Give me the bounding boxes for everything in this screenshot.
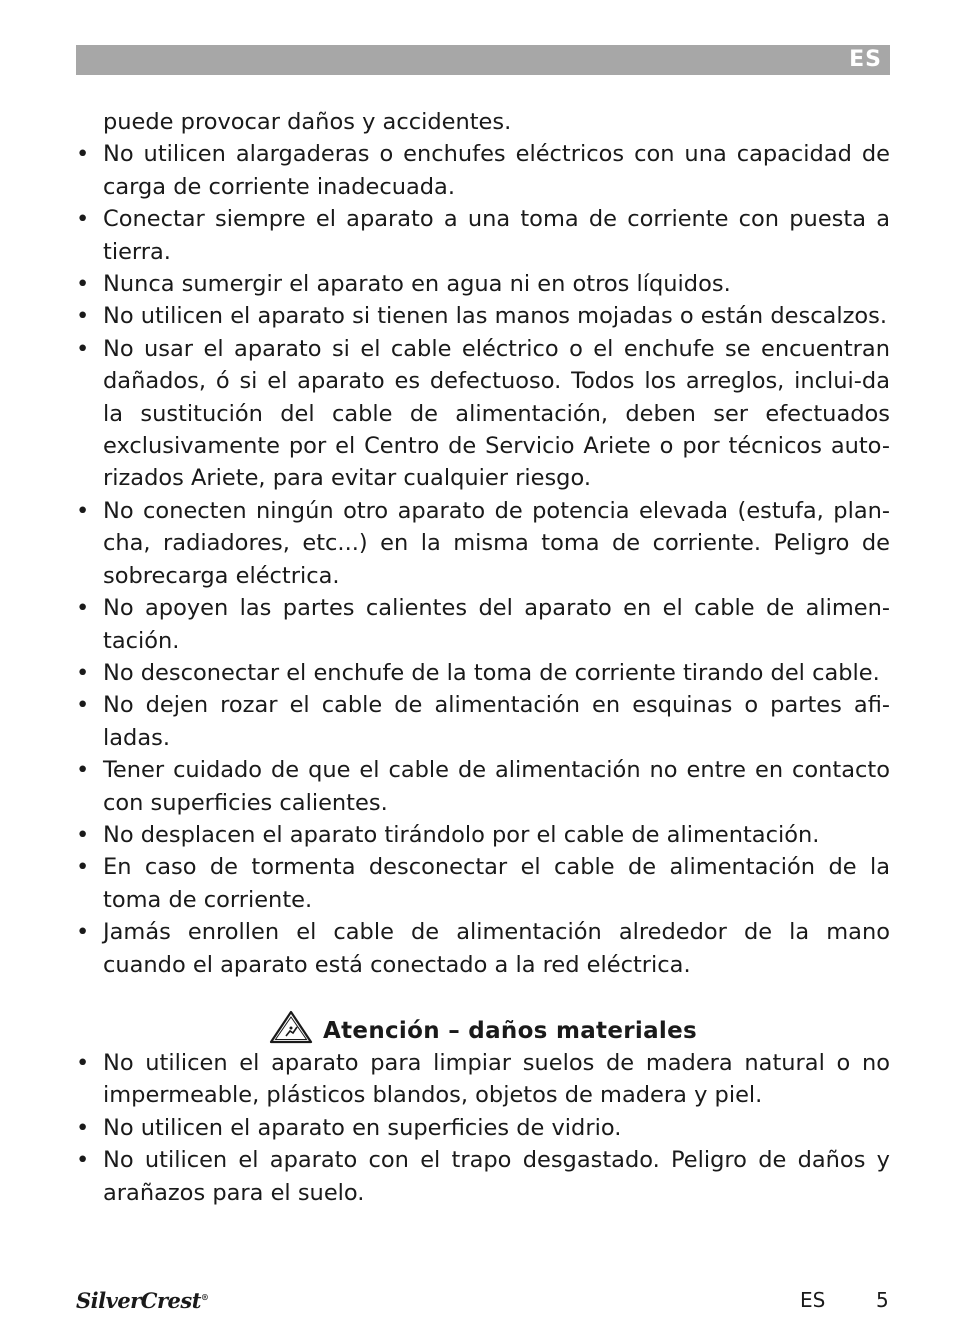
- section-title: Atención – daños materiales: [323, 1017, 697, 1044]
- list-item: • No conecten ningún otro aparato de potencia elevada (estufa, plan-cha, radiadores, etc...) en la misma toma de corriente. Peligro de sobrecarga eléctrica.: [76, 495, 890, 592]
- material-damage-list: [76, 1047, 890, 1209]
- list-item: • No usar el aparato si el cable eléctrico o el enchufe se encuentran dañados, ó si el aparato es defectuoso. Todos los arreglos, inclui-da la sustitución del cable de alimentación, deben ser efectuados exclusivamente por el Centro de Servicio Ariete o por técnicos auto-rizados Ariete, para evitar cualquier riesgo.: [76, 333, 890, 495]
- page-content: [76, 106, 890, 1209]
- list-item: • No utilicen el aparato con el trapo desgastado. Peligro de daños y arañazos para el suelo.: [76, 1144, 890, 1209]
- list-item: • Jamás enrollen el cable de alimentación alrededor de la mano cuando el aparato está conectado a la red eléctrica.: [76, 916, 890, 981]
- list-item: • En caso de tormenta desconectar el cable de alimentación de la toma de corriente.: [76, 851, 890, 916]
- list-item: • No apoyen las partes calientes del aparato en el cable de alimen-tación.: [76, 592, 890, 657]
- header-bar: [76, 45, 890, 75]
- list-item: • Nunca sumergir el aparato en agua ni en otros líquidos.: [76, 268, 890, 300]
- section-heading: [76, 1015, 890, 1047]
- list-item: • No utilicen el aparato en superficies de vidrio.: [76, 1112, 890, 1144]
- list-item: • No desplacen el aparato tirándolo por el cable de alimentación.: [76, 819, 890, 851]
- list-item: • No utilicen el aparato si tienen las manos mojadas o están descalzos.: [76, 300, 890, 332]
- list-item: • Conectar siempre el aparato a una toma de corriente con puesta a tierra.: [76, 203, 890, 268]
- safety-list: [76, 138, 890, 981]
- list-item: • No desconectar el enchufe de la toma de corriente tirando del cable.: [76, 657, 890, 689]
- list-item: • No utilicen alargaderas o enchufes eléctricos con una capacidad de carga de corriente inadecuada.: [76, 138, 890, 203]
- warning-triangle-icon: [269, 1010, 313, 1044]
- footer-language: ES: [800, 1288, 826, 1312]
- list-item: • No utilicen el aparato para limpiar suelos de madera natural o no impermeable, plásticos blandos, objetos de madera y piel.: [76, 1047, 890, 1112]
- page-number: 5: [876, 1288, 889, 1312]
- silvercrest-logo: SilverCrest®: [76, 1288, 209, 1313]
- language-tag: ES: [849, 47, 882, 72]
- continuation-text: puede provocar daños y accidentes.: [103, 109, 512, 135]
- list-item: • No dejen rozar el cable de alimentación en esquinas o partes afi-ladas.: [76, 689, 890, 754]
- list-item: • Tener cuidado de que el cable de alimentación no entre en contacto con superficies calientes.: [76, 754, 890, 819]
